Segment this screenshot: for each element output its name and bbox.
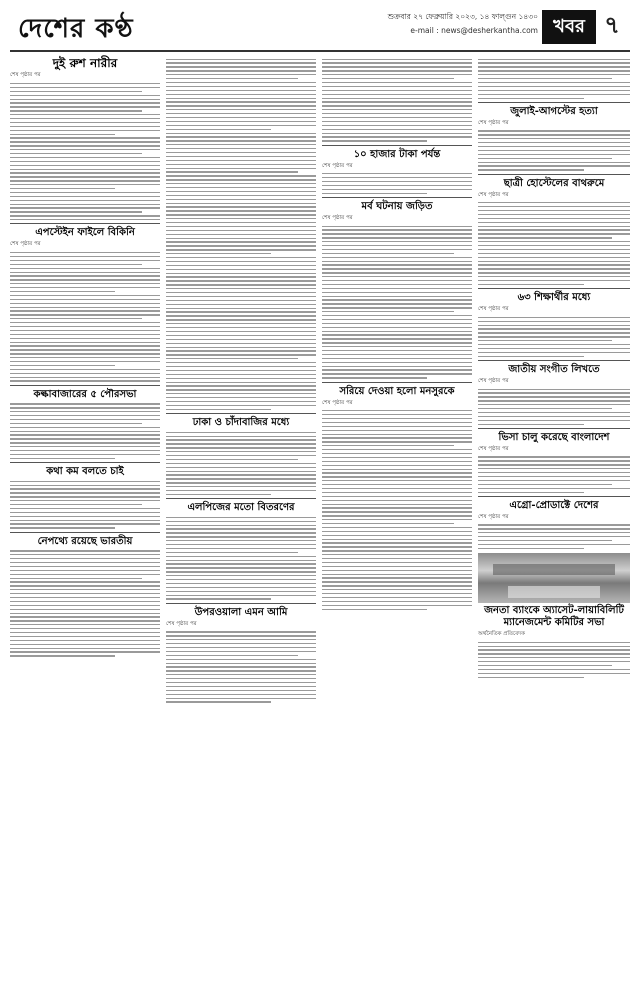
byline: শেষ পৃষ্ঠার পর: [478, 191, 509, 198]
byline: শেষ পৃষ্ঠার পর: [478, 377, 509, 384]
byline: শেষ পৃষ্ঠার পর: [322, 162, 353, 169]
headline: জুলাই-আগস্টের হত্যা: [510, 105, 598, 117]
article-body: [322, 173, 472, 194]
article-body: [10, 550, 160, 656]
headline: ১০ হাজার টাকা পর্যন্ত: [353, 148, 441, 160]
column-4: [478, 56, 630, 681]
article-body: [166, 631, 316, 702]
headline: এগ্রো-প্রোডাক্টে দেশের: [509, 499, 599, 511]
newspaper-brand: দেশের কণ্ঠ: [18, 14, 134, 44]
headline: কথা কম বলতে চাই: [46, 466, 124, 478]
headline: জনতা ব্যাংকে অ্যাসেট-লায়াবিলিটি ম্যানেজমেন্ট কমিটির সভা: [484, 605, 624, 629]
headline: এপস্টেইন ফাইলে বিকিনি: [35, 227, 135, 239]
byline: অর্থনৈতিক প্রতিবেদক: [478, 631, 526, 638]
column-3: [322, 56, 472, 612]
column-2: [166, 56, 316, 705]
dateline: শুক্রবার ২৭ ফেব্রুয়ারি ২০২৩, ১৪ ফাল্গুন ১৪৩০: [387, 12, 538, 21]
column-1: [10, 56, 160, 659]
article-body: [478, 524, 630, 549]
article-body: [10, 403, 160, 459]
byline: শেষ পৃষ্ঠার পর: [478, 306, 509, 313]
article-body: [478, 389, 630, 425]
article-body: [478, 59, 630, 99]
byline: শেষ পৃষ্ঠার পর: [478, 513, 509, 520]
section-label: খবর: [542, 10, 596, 44]
byline: শেষ পৃষ্ঠার পর: [10, 72, 41, 79]
headline: উপরওয়ালা এমন আমি: [194, 606, 288, 618]
byline: শেষ পৃষ্ঠার পর: [166, 620, 197, 627]
headline: নেপথ্যে রয়েছে ভারতীয়: [37, 535, 133, 547]
headline: দুই রুশ নারীর: [52, 56, 118, 70]
article-body: [10, 481, 160, 529]
article-body: [322, 59, 472, 142]
article-body: [322, 410, 472, 610]
article-body: [478, 202, 630, 285]
article-body: [478, 642, 630, 678]
email-contact: e-mail : news@desherkantha.com: [410, 26, 538, 35]
news-photo: [478, 553, 630, 603]
article-body: [10, 252, 160, 382]
headline: ছাত্রী হোস্টেলের বাথরুমে: [503, 177, 605, 189]
headline: ৬৩ শিক্ষার্থীর মধ্যে: [517, 292, 591, 304]
masthead: [10, 6, 630, 52]
headline: কল্কাবাজারের ৫ পৌরসভা: [33, 388, 137, 400]
page-number: ৭: [604, 10, 620, 39]
headline: ভিসা চালু করেছে বাংলাদেশ: [498, 431, 610, 443]
byline: শেষ পৃষ্ঠার পর: [478, 119, 509, 126]
article-body: [478, 317, 630, 357]
article-body: [166, 517, 316, 600]
headline: মর্ব ঘটনায় জড়িত: [361, 200, 433, 212]
headline: জাতীয় সংগীত লিখতে: [508, 363, 600, 375]
byline: শেষ পৃষ্ঠার পর: [478, 445, 509, 452]
article-body: [166, 432, 316, 496]
headline: এলপিজের মতো বিতরণের: [187, 502, 295, 514]
article-body: [478, 130, 630, 170]
byline: শেষ পৃষ্ঠার পর: [322, 214, 353, 221]
article-body: [322, 226, 472, 379]
article-body: [10, 83, 160, 220]
headline: ঢাকা ও চাঁদাবাজির মধ্যে: [192, 417, 290, 429]
byline: শেষ পৃষ্ঠার পর: [322, 399, 353, 406]
headline: সরিয়ে দেওয়া হলো মনসুরকে: [339, 385, 455, 397]
article-body: [478, 456, 630, 492]
article-body: [166, 59, 316, 410]
byline: শেষ পৃষ্ঠার পর: [10, 241, 41, 248]
